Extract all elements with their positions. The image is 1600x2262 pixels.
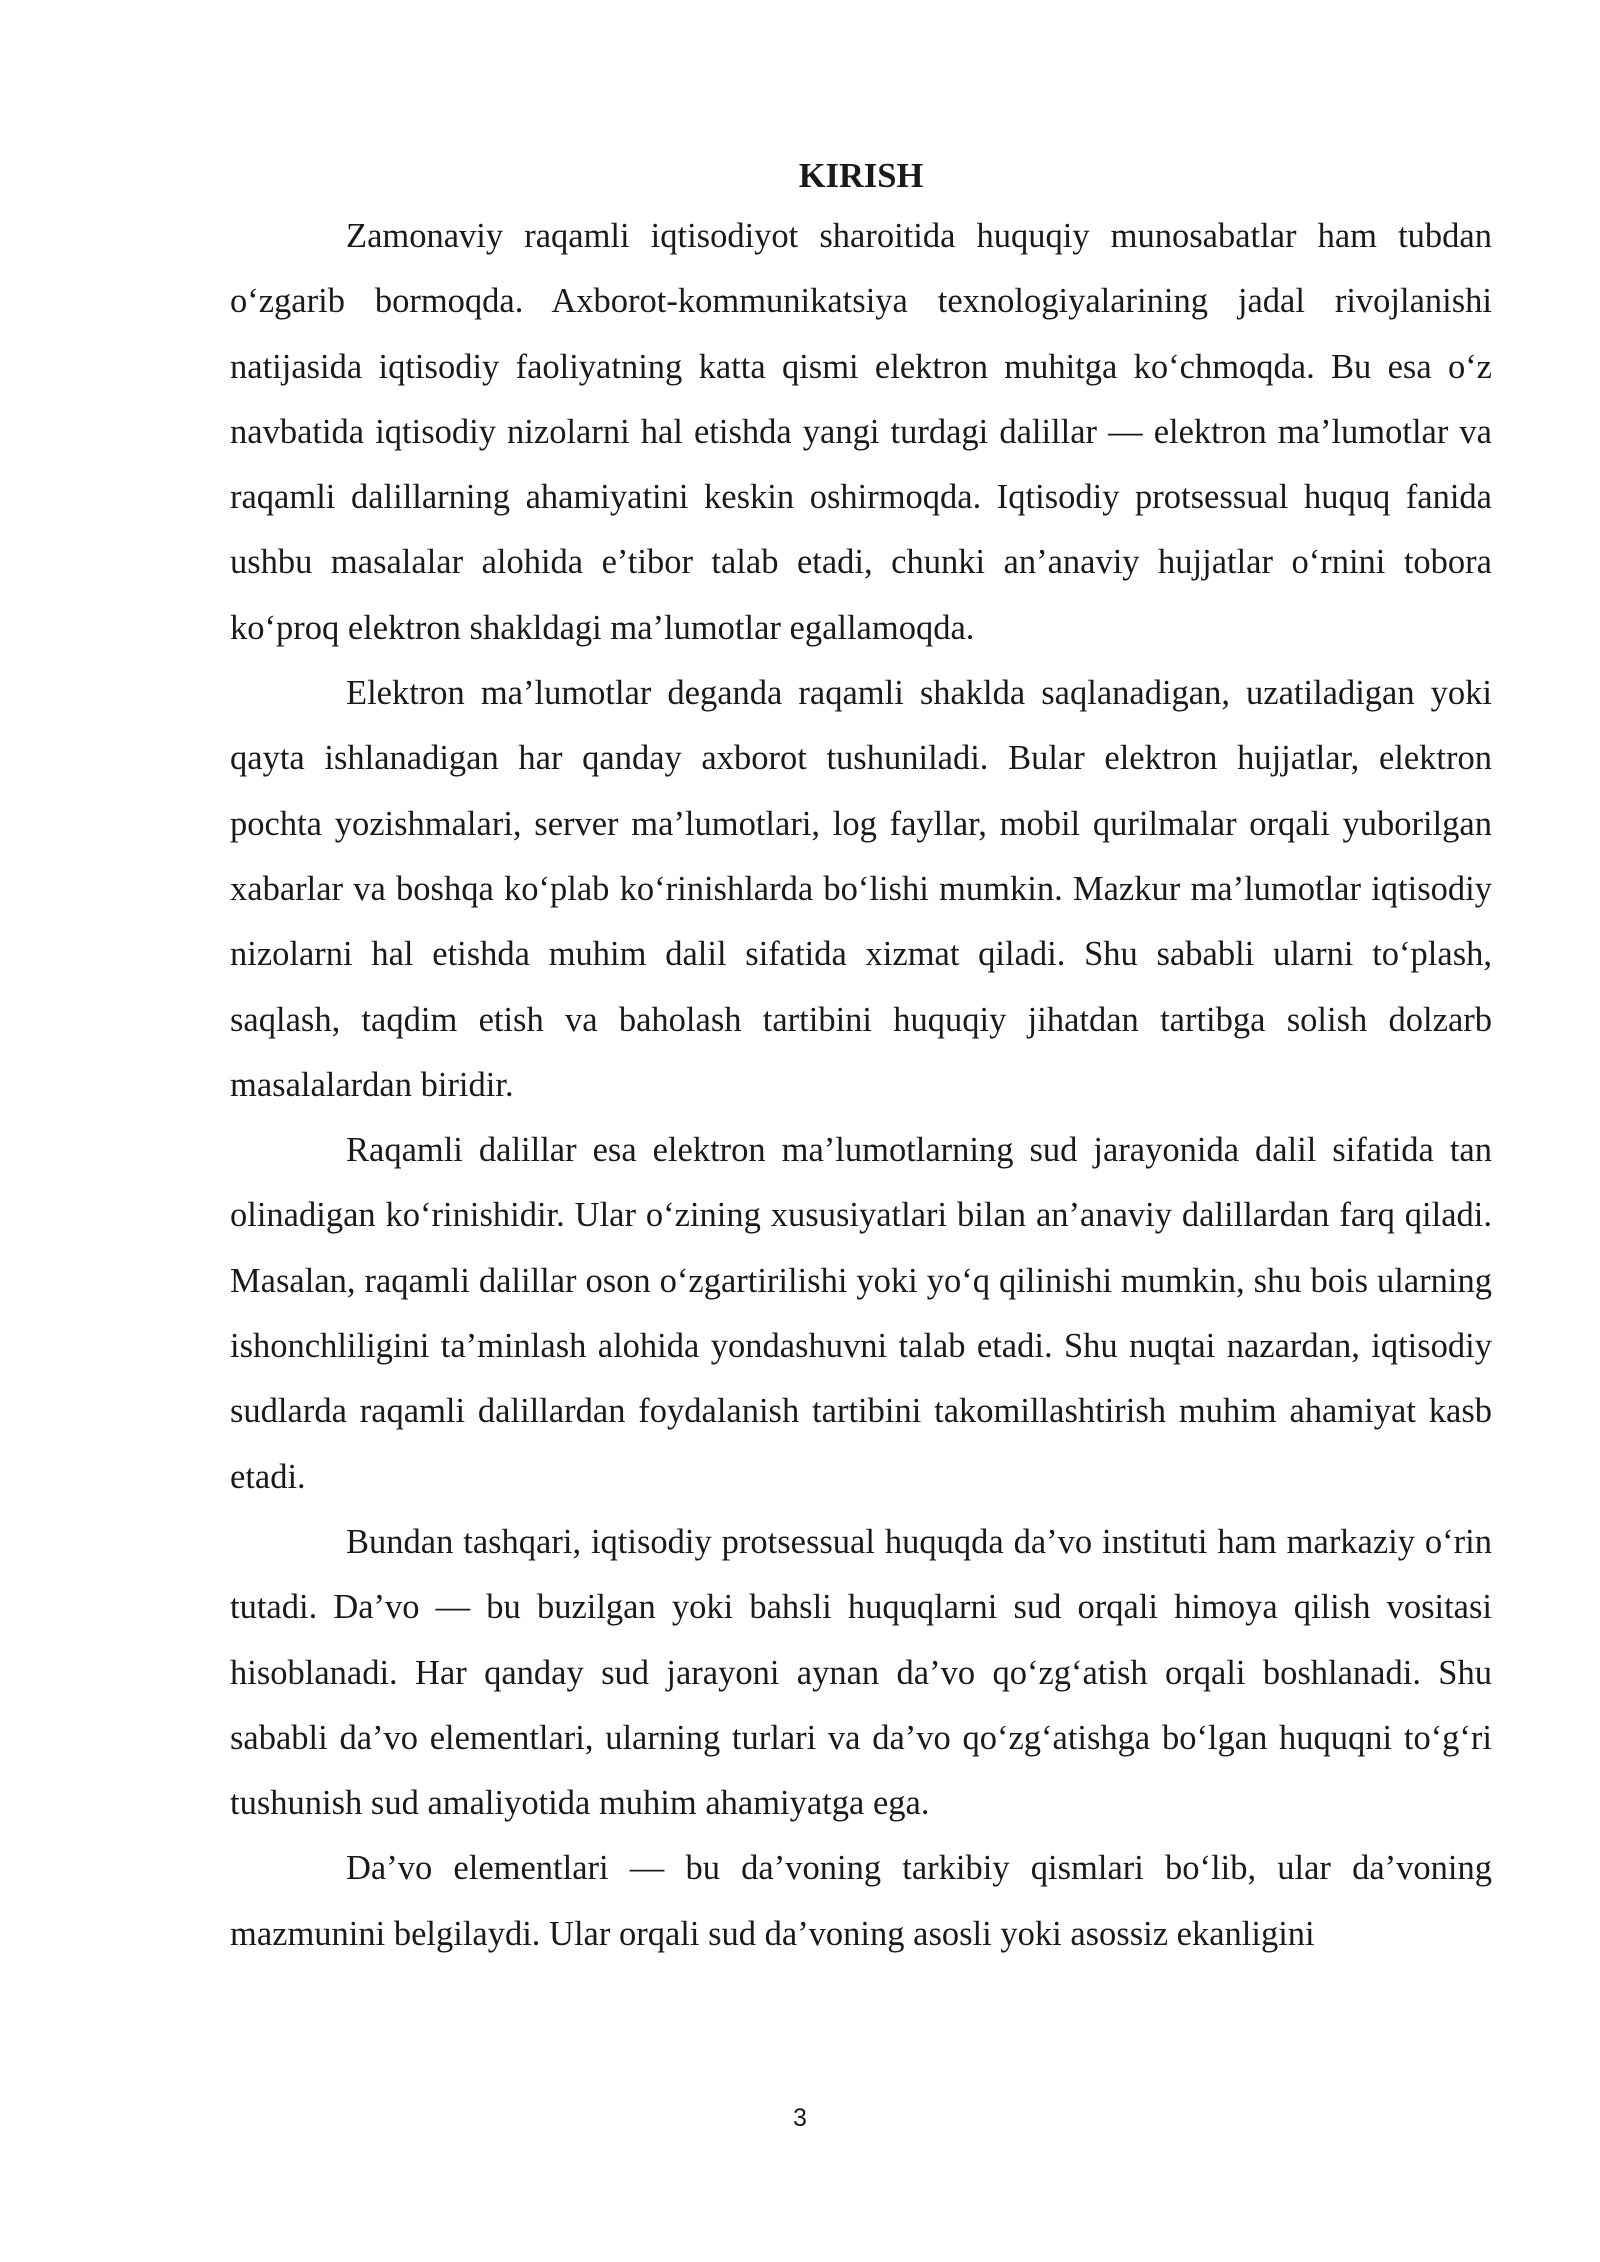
paragraph-3: Raqamli dalillar esa elektron ma’lumotlarning sud jarayonida dalil sifatida tan olinadigan ko‘rinishidir. Ular o‘zining xususiyatlari bilan an’anaviy dalillardan farq qiladi. Masalan, raqamli dalillar oson o‘zgartirilishi yoki yo‘q qilinishi mumkin, shu bois ularning ishonchliligini ta’minlash alohida yondashuvni talab etadi. Shu nuqtai nazardan, iqtisodiy sudlarda raqamli dalillardan foydalanish tartibini takomillashtirish muhim ahamiyat kasb etadi.: [230, 1131, 1492, 1496]
paragraph-1: Zamonaviy raqamli iqtisodiyot sharoitida huquqiy munosabatlar ham tubdan o‘zgarib bormoqda. Axborot-kommunikatsiya texnologiyalarining jadal rivojlanishi natijasida iqtisodiy faoliyatning katta qismi elektron muhitga ko‘chmoqda. Bu esa o‘z navbatida iqtisodiy nizolarni hal etishda yangi turdagi dalillar — elektron ma’lumotlar va raqamli dalillarning ahamiyatini keskin oshirmoqda. Iqtisodiy protsessual huquq fanida ushbu masalalar alohida e’tibor talab etadi, chunki an’anaviy hujjatlar o‘rnini tobora ko‘proq elektron shakldagi ma’lumotlar egallamoqda.: [230, 217, 1492, 647]
paragraph-2: Elektron ma’lumotlar deganda raqamli shaklda saqlanadigan, uzatiladigan yoki qayta ishlanadigan har qanday axborot tushuniladi. Bular elektron hujjatlar, elektron pochta yozishmalari, server ma’lumotlari, log fayllar, mobil qurilmalar orqali yuborilgan xabarlar va boshqa ko‘plab ko‘rinishlarda bo‘lishi mumkin. Mazkur ma’lumotlar iqtisodiy nizolarni hal etishda muhim dalil sifatida xizmat qiladi. Shu sababli ularni to‘plash, saqlash, taqdim etish va baholash tartibini huquqiy jihatdan tartibga solish dolzarb masalalardan biridir.: [230, 674, 1492, 1104]
paragraph-4: Bundan tashqari, iqtisodiy protsessual huquqda da’vo instituti ham markaziy o‘rin tutadi. Da’vo — bu buzilgan yoki bahsli huquqlarni sud orqali himoya qilish vositasi hisoblanadi. Har qanday sud jarayoni aynan da’vo qo‘zg‘atish orqali boshlanadi. Shu sababli da’vo elementlari, ularning turlari va da’vo qo‘zg‘atishga bo‘lgan huquqni to‘g‘ri tushunish sud amaliyotida muhim ahamiyatga ega.: [230, 1522, 1492, 1823]
section-heading: KIRISH: [798, 157, 924, 195]
page-number: 3: [793, 2104, 807, 2132]
paragraph-5: Da’vo elementlari — bu da’voning tarkibiy qismlari bo‘lib, ular da’voning mazmunini belgilaydi. Ular orqali sud da’voning asosli yoki asossiz ekanligini: [230, 1849, 1492, 1953]
document-body: [230, 148, 1492, 1967]
